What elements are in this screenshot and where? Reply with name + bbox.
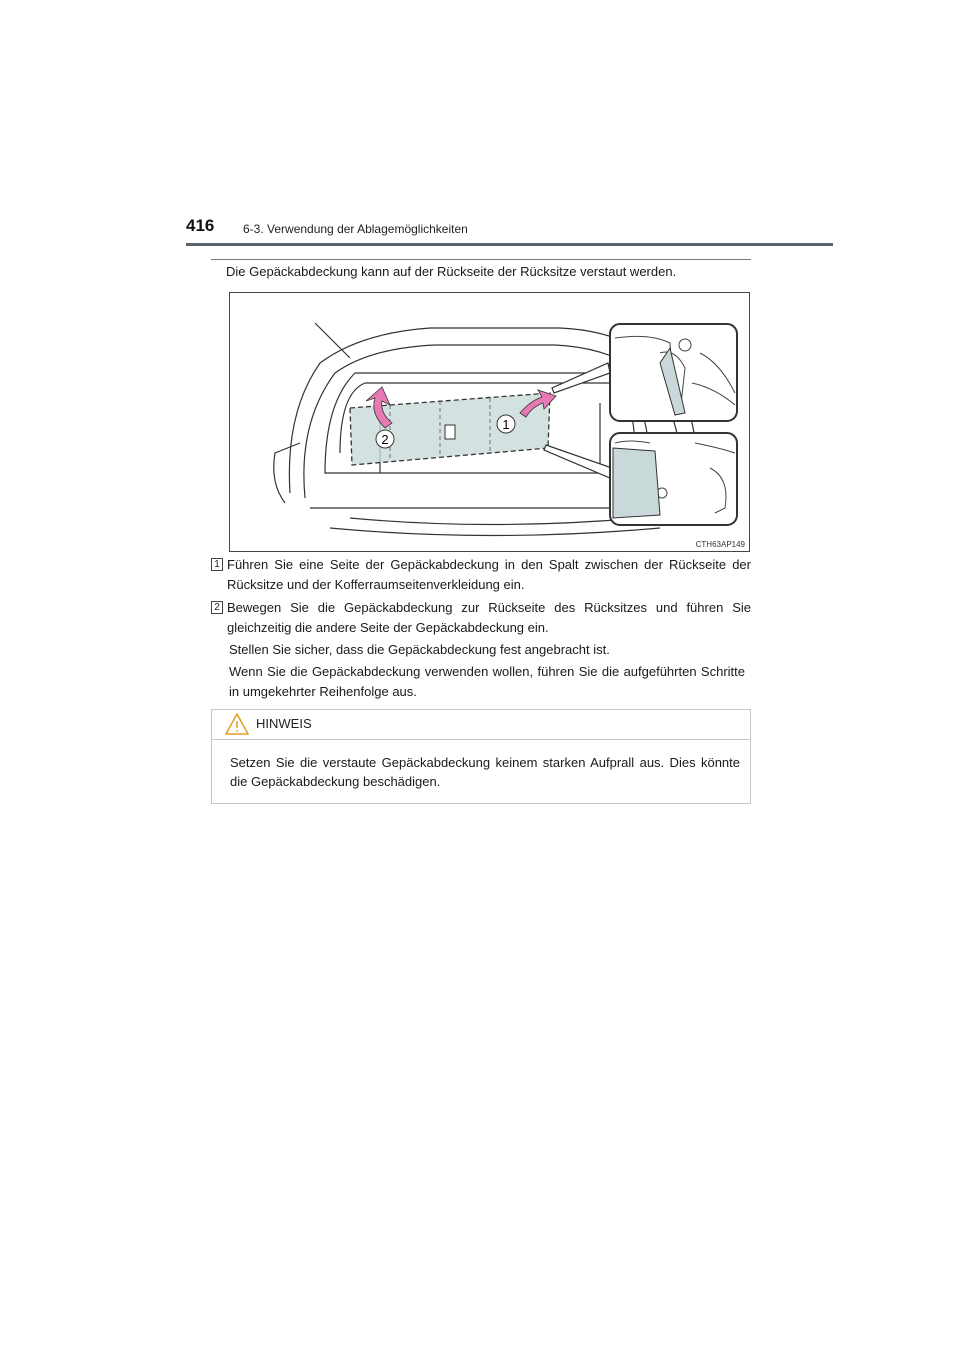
callout-2 xyxy=(376,430,394,448)
intro-divider xyxy=(211,259,751,260)
page-number: 416 xyxy=(186,216,215,235)
callout-1-label: 1 xyxy=(502,417,510,432)
step-2-number: 2 xyxy=(211,601,223,614)
step-2-text: Bewegen Sie die Gepäckabdeckung zur Rückseite des Rücksitzes und führen Sie gleichzeitig die andere Seite der Gepäckabdeckung ein. xyxy=(227,600,751,635)
notice-header xyxy=(212,710,750,740)
warning-triangle-icon xyxy=(224,712,250,736)
step-1-text: Führen Sie eine Seite der Gepäckabdeckung in den Spalt zwischen der Rückseite der Rücksitze und der Kofferraumseitenverkleidung ein. xyxy=(227,557,751,592)
section-title: 6-3. Verwendung der Ablagemöglichkeiten xyxy=(243,222,468,236)
callout-1 xyxy=(497,415,515,433)
car-trunk-drawing xyxy=(230,293,751,553)
step-1 xyxy=(211,555,751,595)
callout-2-label: 2 xyxy=(381,432,389,447)
figure-code: CTH63AP149 xyxy=(695,540,745,549)
step-2 xyxy=(211,598,751,638)
reverse-note: Wenn Sie die Gepäckabdeckung verwenden wollen, führen Sie die aufgeführten Schritte in umgekehrter Reihenfolge aus. xyxy=(229,664,745,699)
header-rule xyxy=(186,243,833,246)
step-1-number: 1 xyxy=(211,558,223,571)
luggage-cover-illustration xyxy=(229,292,750,552)
notice-body: Setzen Sie die verstaute Gepäckabdeckung keinem starken Aufprall aus. Dies könnte die Gepäckabdeckung beschädigen. xyxy=(230,755,740,789)
notice-box xyxy=(211,709,751,804)
notice-title: HINWEIS xyxy=(256,716,312,731)
secure-note: Stellen Sie sicher, dass die Gepäckabdeckung fest angebracht ist. xyxy=(229,642,610,657)
intro-text: Die Gepäckabdeckung kann auf der Rückseite der Rücksitze verstaut werden. xyxy=(226,264,677,279)
